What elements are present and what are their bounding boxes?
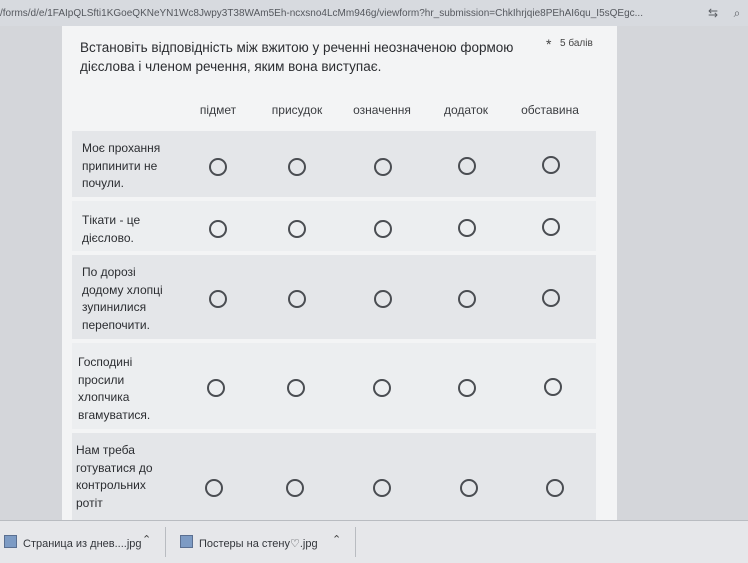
radio-r4-c4[interactable]: [458, 379, 476, 397]
radio-r5-c1[interactable]: [205, 479, 223, 497]
col-pidmet: підмет: [199, 103, 237, 117]
radio-r1-c5[interactable]: [542, 156, 560, 174]
image-file-icon: [4, 535, 17, 548]
radio-r2-c2[interactable]: [288, 220, 306, 238]
chevron-up-icon[interactable]: ⌃: [142, 534, 152, 546]
divider: [165, 527, 166, 557]
row-label-2: Тікати - це дієслово.: [82, 213, 141, 245]
radio-r4-c2[interactable]: [287, 379, 305, 397]
col-prysudok: присудок: [271, 103, 323, 117]
download-item-2[interactable]: [180, 535, 318, 550]
downloads-bar: [0, 520, 748, 563]
radio-r2-c3[interactable]: [374, 220, 392, 238]
row-label-1: Моє прохання припинити не почули.: [82, 141, 161, 190]
divider: [355, 527, 356, 557]
radio-r1-c3[interactable]: [374, 158, 392, 176]
url-text[interactable]: /forms/d/e/1FAIpQLSfti1KGoeQKNeYN1Wc8Jwpy3T38WAm5Eh-ncxsno4LcMm946g/viewform?hr_submission=ChkIhrjqie8PEhAI6qu_I5sQEgc...: [0, 8, 643, 19]
download-item-1[interactable]: [4, 535, 142, 550]
required-mark: *: [546, 36, 552, 52]
row-label-4: Господині просили хлопчика вгамуватися.: [78, 355, 151, 422]
radio-r3-c3[interactable]: [374, 290, 392, 308]
radio-r3-c4[interactable]: [458, 290, 476, 308]
download-name-1: Страница из днев....jpg: [23, 538, 142, 550]
translate-icon[interactable]: ⇆: [707, 6, 719, 20]
zoom-icon[interactable]: ⌕: [733, 6, 741, 20]
radio-r3-c2[interactable]: [288, 290, 306, 308]
radio-r1-c4[interactable]: [458, 157, 476, 175]
row-label-5: Нам треба готуватися до контрольних ротіт: [76, 443, 153, 510]
radio-r4-c3[interactable]: [373, 379, 391, 397]
col-oznachennia: означення: [353, 103, 411, 117]
points-label: 5 балів: [560, 38, 593, 49]
question-title: Встановіть відповідність між вжитою у реченні неозначеною формою дієслова і членом речення, яким вона виступає.: [80, 40, 514, 74]
radio-r2-c4[interactable]: [458, 219, 476, 237]
radio-r1-c2[interactable]: [288, 158, 306, 176]
radio-r5-c3[interactable]: [373, 479, 391, 497]
radio-r3-c1[interactable]: [209, 290, 227, 308]
radio-r4-c5[interactable]: [544, 378, 562, 396]
radio-r5-c5[interactable]: [546, 479, 564, 497]
radio-r5-c2[interactable]: [286, 479, 304, 497]
browser-address-bar[interactable]: [0, 0, 748, 27]
radio-r2-c1[interactable]: [209, 220, 227, 238]
col-obstavyna: обставина: [521, 103, 579, 117]
radio-r2-c5[interactable]: [542, 218, 560, 236]
download-name-2: Постеры на стену♡.jpg: [199, 538, 318, 550]
row-label-3: По дорозі додому хлопці зупинилися перепочити.: [82, 265, 163, 332]
radio-r1-c1[interactable]: [209, 158, 227, 176]
radio-r5-c4[interactable]: [460, 479, 478, 497]
radio-r4-c1[interactable]: [207, 379, 225, 397]
image-file-icon: [180, 535, 193, 548]
chevron-up-icon[interactable]: ⌃: [332, 534, 342, 546]
col-dodatok: додаток: [443, 103, 489, 117]
radio-r3-c5[interactable]: [542, 289, 560, 307]
